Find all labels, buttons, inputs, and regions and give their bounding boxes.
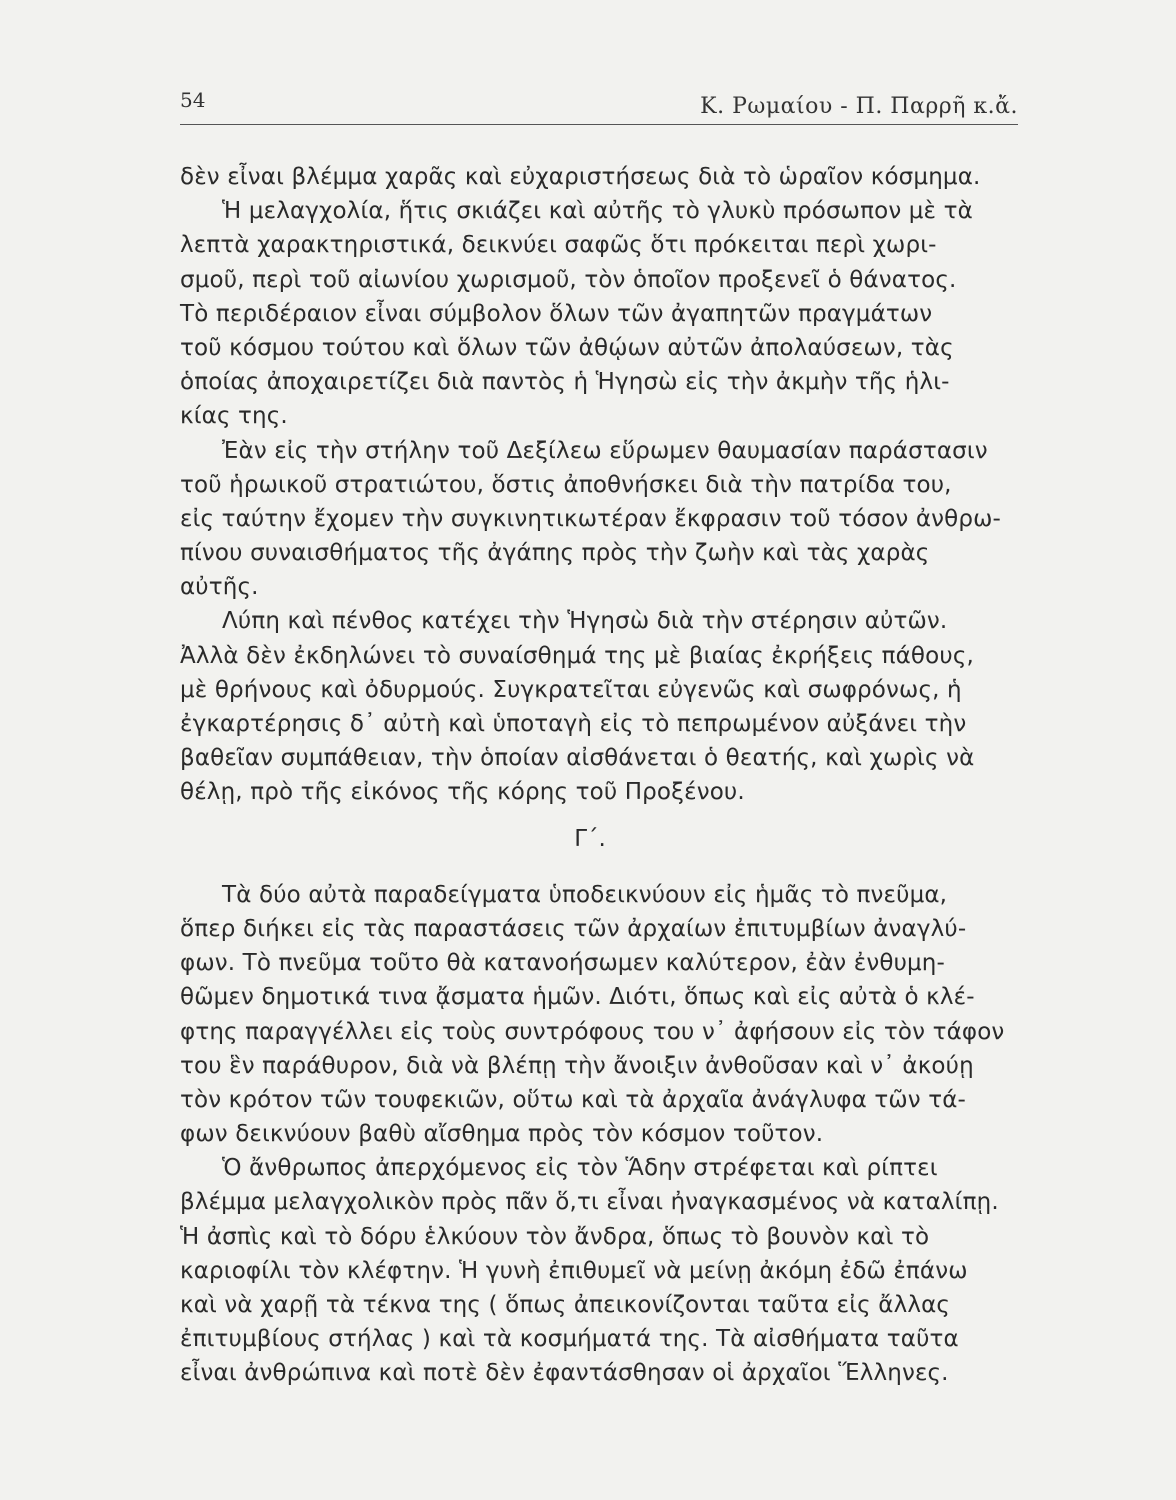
paragraph [180, 434, 1000, 605]
text-line: εἶναι ἀνθρώπινα καὶ ποτὲ δὲν ἐφαντάσθησαν οἱ ἀρχαῖοι Ἕλληνες. [180, 1360, 949, 1387]
text-line: Τὰ δύο αὐτὰ παραδείγματα ὑποδεικνύουν εἰς ἡμᾶς τὸ πνεῦμα, [222, 881, 948, 908]
text-line: φτης παραγγέλλει εἰς τοὺς συντρόφους του ν᾽ ἀφήσουν εἰς τὸν τάφον [180, 1018, 1005, 1045]
text-line: Ἡ μελαγχολία, ἥτις σκιάζει καὶ αὐτῆς τὸ γλυκὺ πρόσωπον μὲ τὰ [222, 198, 973, 225]
text-line: ὁποίας ἀποχαιρετίζει διὰ παντὸς ἡ Ἡγησὼ εἰς τὴν ἀκμὴν τῆς ἡλι- [180, 369, 950, 396]
text-line: σμοῦ, περὶ τοῦ αἰωνίου χωρισμοῦ, τὸν ὁποῖον προξενεῖ ὁ θάνατος. [180, 266, 957, 293]
text-line: εἰς ταύτην ἔχομεν τὴν συγκινητικωτέραν ἔκφρασιν τοῦ τόσον ἀνθρω- [180, 505, 1001, 532]
text-line: θέλῃ, πρὸ τῆς εἰκόνος τῆς κόρης τοῦ Προξένου. [180, 779, 745, 806]
text-line: ἐπιτυμβίους στήλας ) καὶ τὰ κοσμήματά της. Τὰ αἰσθήματα ταῦτα [180, 1326, 959, 1353]
paragraph [180, 1151, 1000, 1390]
text-line: λεπτὰ χαρακτηριστικά, δεικνύει σαφῶς ὅτι πρόκειται περὶ χωρι- [180, 232, 937, 259]
paragraph [180, 194, 1000, 433]
text-line: αὐτῆς. [180, 574, 259, 601]
text-line: Ὁ ἄνθρωπος ἀπερχόμενος εἰς τὸν Ἅδην στρέφεται καὶ ρίπτει [222, 1155, 938, 1182]
text-line: βαθεῖαν συμπάθειαν, τὴν ὁποίαν αἰσθάνεται ὁ θεατής, καὶ χωρὶς νὰ [180, 745, 975, 772]
text-line: δὲν εἶναι βλέμμα χαρᾶς καὶ εὐχαριστήσεως διὰ τὸ ὡραῖον κόσμημα. [180, 164, 981, 190]
page-header [180, 88, 1018, 125]
running-head: Κ. Ρωμαίου - Π. Παρρῆ κ.ἄ. [700, 94, 1018, 119]
section-heading: Γ΄. [574, 825, 606, 852]
text-line: Ἀλλὰ δὲν ἐκδηλώνει τὸ συναίσθημά της μὲ βιαίας ἐκρήξεις πάθους, [180, 642, 974, 669]
text-line: καὶ νὰ χαρῇ τὰ τέκνα της ( ὅπως ἀπεικονίζονται ταῦτα εἰς ἄλλας [180, 1292, 951, 1318]
text-line: Λύπη καὶ πένθος κατέχει τὴν Ἡγησὼ διὰ τὴν στέρησιν αὐτῶν. [222, 608, 948, 635]
text-line: φων δεικνύουν βαθὺ αἴσθημα πρὸς τὸν κόσμον τοῦτον. [180, 1121, 824, 1148]
text-line: πίνου συναισθήματος τῆς ἀγάπης πρὸς τὴν ζωὴν καὶ τὰς χαρὰς [180, 540, 930, 567]
text-line: τοῦ κόσμου τούτου καὶ ὅλων τῶν ἀθῴων αὐτῶν ἀπολαύσεων, τὰς [180, 334, 954, 361]
text-line: Τὸ περιδέραιον εἶναι σύμβολον ὅλων τῶν ἀγαπητῶν πραγμάτων [180, 300, 933, 327]
paragraph [180, 878, 1005, 1152]
text-line: μὲ θρήνους καὶ ὀδυρμούς. Συγκρατεῖται εὐγενῶς καὶ σωφρόνως, ἡ [180, 676, 962, 703]
text-line: κίας της. [180, 403, 288, 430]
text-line: θῶμεν δημοτικά τινα ᾄσματα ἡμῶν. Διότι, ὅπως καὶ εἰς αὐτὰ ὁ κλέ- [180, 984, 975, 1011]
text-line: βλέμμα μελαγχολικὸν πρὸς πᾶν ὅ,τι εἶναι ἠναγκασμένος νὰ καταλίπῃ. [180, 1189, 999, 1216]
page-number: 54 [180, 88, 206, 112]
text-line: Ἡ ἀσπὶς καὶ τὸ δόρυ ἑλκύουν τὸν ἄνδρα, ὅπως τὸ βουνὸν καὶ τὸ [180, 1223, 930, 1250]
text-line: Ἐὰν εἰς τὴν στήλην τοῦ Δεξίλεω εὕρωμεν θαυμασίαν παράστασιν [222, 437, 988, 464]
text-line: ὅπερ διήκει εἰς τὰς παραστάσεις τῶν ἀρχαίων ἐπιτυμβίων ἀναγλύ- [180, 915, 967, 942]
text-line: τὸν κρότον τῶν τουφεκιῶν, οὕτω καὶ τὰ ἀρχαῖα ἀνάγλυφα τῶν τά- [180, 1086, 967, 1113]
body-text [180, 160, 1005, 1391]
text-line: φων. Τὸ πνεῦμα τοῦτο θὰ κατανοήσωμεν καλύτερον, ἐὰν ἐνθυμη- [180, 950, 945, 977]
text-line: του ἓν παράθυρον, διὰ νὰ βλέπῃ τὴν ἄνοιξιν ἀνθοῦσαν καὶ ν᾽ ἀκούῃ [180, 1052, 974, 1079]
text-line: καριοφίλι τὸν κλέφτην. Ἡ γυνὴ ἐπιθυμεῖ νὰ μείνῃ ἀκόμη ἐδῶ ἐπάνω [180, 1257, 968, 1284]
paragraph [180, 604, 1000, 809]
paragraph [180, 160, 1000, 194]
text-line: τοῦ ἡρωικοῦ στρατιώτου, ὅστις ἀποθνήσκει διὰ τὴν πατρίδα του, [180, 471, 952, 498]
text-line: ἐγκαρτέρησις δ᾽ αὐτὴ καὶ ὑποταγὴ εἰς τὸ πεπρωμένον αὐξάνει τὴν [180, 711, 967, 737]
